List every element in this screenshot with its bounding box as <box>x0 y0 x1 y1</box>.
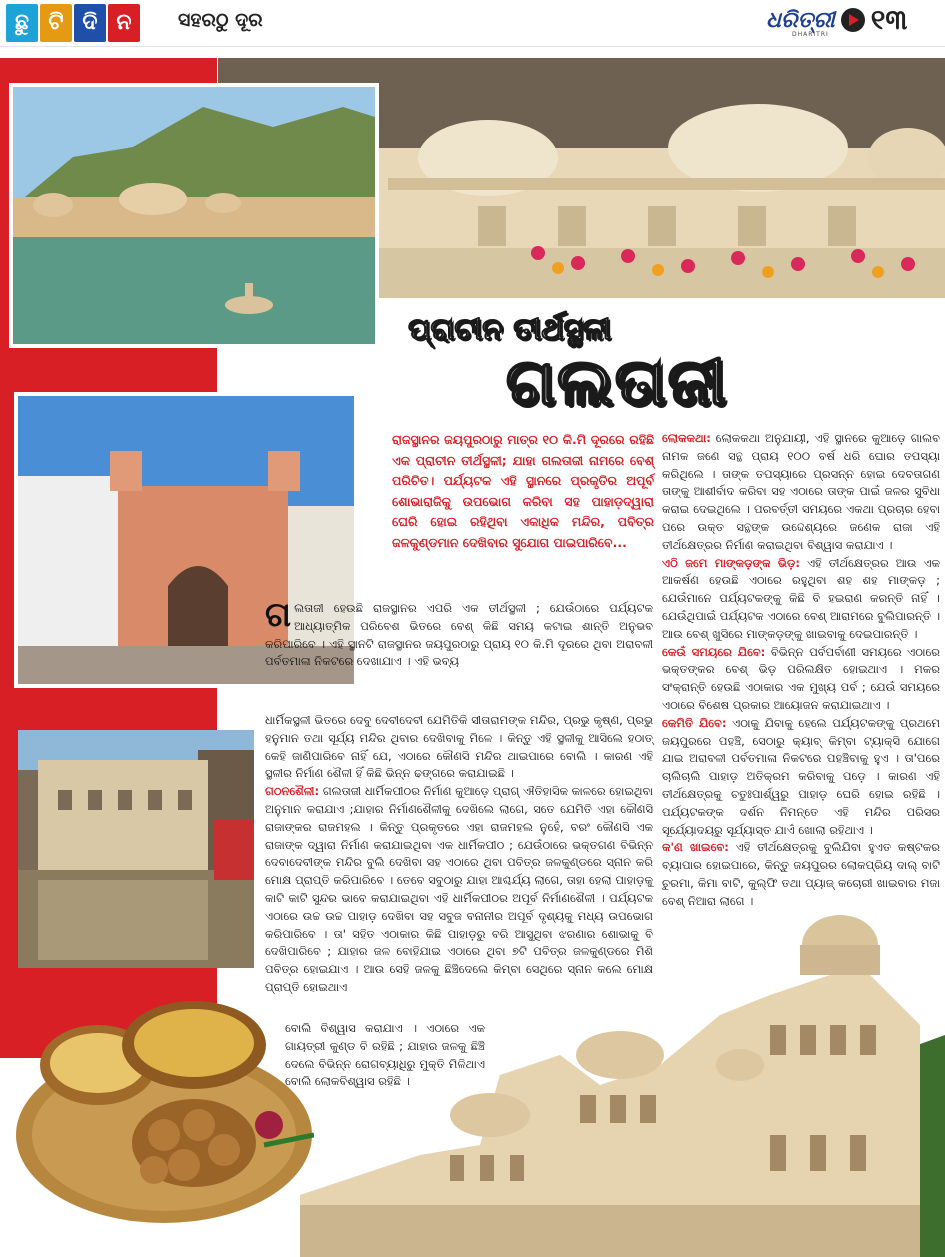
brand-logo: ଧରିତ୍ରୀ <box>766 7 835 33</box>
article-intro: ରାଜସ୍ଥାନର ଜୟପୁରଠାରୁ ମାତ୍ର ୧୦ କି.ମି ଦୂରରେ ରହିଛି ଏକ ପ୍ରାଚୀନ ତୀର୍ଥସ୍ଥଳୀ; ଯାହା ଗଲତାଜୀ ନାମରେ ବେଶ୍ ପରିଚିତ। ପର୍ଯ୍ୟଟକ ଏହି ସ୍ଥାନରେ ପ୍ରକୃତିର ଅପୂର୍ବ ଶୋଭାରାଜିକୁ ଉପଭୋଗ କରିବା ସହ ପାହାଡ଼ଦ୍ୱାରା ଘେରି ହୋଇ ରହିଥିବା ଏକାଧିକ ମନ୍ଦିର, ପବିତ୍ର ଜଳକୁଣ୍ଡମାନ ଦେଖିବାର ସୁଯୋଗ ପାଇପାରିବେ... <box>392 432 654 550</box>
newspaper-brand <box>766 3 907 37</box>
galtaji-temple-photo <box>300 905 945 1257</box>
body-paragraph: ଲତାଜୀ ହେଉଛି ରାଜସ୍ଥାନର ଏପରି ଏକ ତୀର୍ଥସ୍ଥଳୀ ; ଯେଉଁଠାରେ ପର୍ଯ୍ୟଟକ ଆଧ୍ୟାତ୍ମିକ ପରିବେଶ ଭିତରେ ବେଶ୍ କିଛି ସମୟ କଟାଇ ଶାନ୍ତି ଅନୁଭବ କରିପାରିବେ । ଏହି ସ୍ଥାନଟି ରାଜସ୍ଥାନର ଜୟପୁରଠାରୁ ପ୍ରାୟ ୧୦ କି.ମି ଦୂରରେ ଥିବା ଅରାବଳୀ ପର୍ବତମାଳା ନିକଟରେ ଦେଖାଯାଏ । ଏହି ଭବ୍ୟ <box>265 601 653 669</box>
subheading-how: କେମିତି ଯିବେ: <box>662 715 727 730</box>
subheading-folklore: ଲୋକକଥା: <box>662 431 711 445</box>
article-kicker: ପ୍ରାଚୀନ ତୀର୍ଥସ୍ଥଳୀ <box>408 312 611 347</box>
when-paragraph <box>662 644 940 715</box>
body-column-1-top <box>265 595 653 671</box>
subheading-construction: ଗଠନଶୈଳୀ: <box>265 784 320 799</box>
dropcap: ଗ <box>265 595 292 635</box>
water-tank-photo <box>9 83 379 348</box>
masthead-letter: ଛୁ <box>6 4 38 42</box>
subheading-monkeys: ଏଠି ଜମେ ମାଙ୍କଡ଼ଙ୍କ ଭିଡ଼: <box>662 555 800 570</box>
section-title: ସହରଠୁ ଦୂର <box>178 9 263 31</box>
food-paragraph <box>662 839 940 910</box>
masthead-letter: ଟି <box>40 4 72 42</box>
body-paragraph: ବିଭିନ୍ନ ପର୍ବପର୍ବାଣୀ ସମୟରେ ଏଠାରେ ଭକ୍ତଙ୍କର ବେଶ୍ ଭିଡ଼ ପରିଲକ୍ଷିତ ହୋଇଥାଏ । ମକର ସଂକ୍ରାନ୍ତି ହେଉଛି ଏଠାକାର ଏକ ମୁଖ୍ୟ ପର୍ବ ; ଯେଉଁ ସମୟରେ ଏଠାରେ ବିଶେଷ ପ୍ରକାର ଆୟୋଜନ କରାଯାଇଥାଏ । <box>662 644 940 712</box>
body-paragraph: ଏହି ତୀର୍ଥକ୍ଷେତ୍ରର ଆଉ ଏକ ଆକର୍ଷଣ ହେଉଛି ଏଠାରେ ରହୁଥିବା ଶହ ଶହ ମାଙ୍କଡ଼ ; ଯେଉଁମାନେ ପର୍ଯ୍ୟଟକଙ୍କୁ କିଛି ବି ହଇରାଣ କରନ୍ତି ନାହିଁ । ଯେଉଁଥିପାଇଁ ପର୍ଯ୍ୟଟକ ଏଠାରେ ବେଶ୍ ଆରାମରେ ବୁଲିପାରନ୍ତି । ଆଉ ବେଶ୍ ଖୁସିରେ ମାଙ୍କଡ଼ଙ୍କୁ ଖାଇବାକୁ ଦେଇପାରନ୍ତି । <box>662 555 940 641</box>
play-icon <box>841 8 865 32</box>
page-header <box>0 0 945 47</box>
masthead-letter: ନ <box>108 4 140 42</box>
body-paragraph: ଧାର୍ମିକସ୍ଥଳୀ ଭିତରେ ଦେବୁ ଦେବୀଦେବୀ ଯେମିତିକି ସୀତାରାମଙ୍କ ମନ୍ଦିର, ପ୍ରଭୁ କୃଷ୍ଣ, ପ୍ରଭୁ ହନୁମାନ ତଥା ସୂର୍ଯ୍ୟ ମନ୍ଦିର ଥିବାର ଦେଖିବାକୁ ମିଳେ । କିନ୍ତୁ ଏହି ସ୍ଥଳୀକୁ ଆସିଲେ ହଠାତ୍ କେହି ଜାଣିପାରିବେ ନାହିଁ ଯେ, ଏଠାରେ କୌଣସି ମନ୍ଦିର ଥାଇପାରେ ବୋଲି । କାରଣ ଏହି ସ୍ଥଳୀର ନିର୍ମାଣ ଶୈଳୀ ହିଁ କିଛି ଭିନ୍ନ ଢଙ୍ଗରେ କରାଯାଇଛି । <box>265 713 653 781</box>
body-paragraph: ଏହି ତୀର୍ଥକ୍ଷେତ୍ରକୁ ବୁଲିଯିବା ହୁଏତ କଷ୍ଟକର ବ୍ୟାପାର ହୋଇପାରେ, କିନ୍ତୁ ଜୟପୁରର ଲୋକପ୍ରିୟ ଦାଲ୍ ବାଟି ଚୁରମା, କିମା ବାଟି, କୁଲ୍ଫି ତଥା ପ୍ୟାଜ୍ କଚୋରୀ ଖାଇବାର ମଜା ବେଶ୍ ନିଆରା ଲାଗେ । <box>662 840 940 908</box>
body-column-2 <box>662 430 940 911</box>
body-column-1-tail: ବୋଲି ବିଶ୍ୱାସ କରାଯାଏ । ଏଠାରେ ଏକ ଗାୟତ୍ରୀ କୁଣ୍ଡ ବି ରହିଛି ; ଯାହାର ଜଳକୁ ଛିଞ୍ଚି ଦେଲେ ବିଭିନ୍ନ ରୋଗବ୍ୟାଧିରୁ ମୁକ୍ତି ମିଳିଥାଏ ବୋଲି ଲୋକବିଶ୍ୱାସ ରହିଛି । <box>285 1021 485 1089</box>
palace-reflection-photo <box>18 730 254 968</box>
page-number: ୧୩ <box>870 3 908 36</box>
masthead-letter: ଦି <box>74 4 106 42</box>
brand-subtitle: DHARITRI <box>792 31 829 38</box>
article-title: ଗଲତାଜୀ <box>506 346 728 420</box>
subheading-when: କେଉଁ ସମୟରେ ଯିବେ: <box>662 644 766 659</box>
section-masthead <box>6 4 140 42</box>
monkeys-paragraph <box>662 555 940 644</box>
body-paragraph: ଲୋକକଥା ଅନୁଯାୟୀ, ଏହି ସ୍ଥାନରେ କୁଆଡ଼େ ଗାଲବ ନାମକ ଜଣେ ସନ୍ଥ ପ୍ରାୟ ୧୦୦ ବର୍ଷ ଧରି ଘୋର ତପସ୍ୟା କରିଥିଲେ । ତାଙ୍କ ତପସ୍ୟାରେ ପ୍ରସନ୍ନ ହୋଇ ଦେବତାଗଣ ତାଙ୍କୁ ଆଶୀର୍ବାଦ କରିବା ସହ ଏଠାରେ ତାଙ୍କ ପାଇଁ ଜଳର ସୁବିଧା କରାଇ ଦେଇଥିଲେ । ପରବର୍ତ୍ତୀ ସମୟରେ ଏକଥା ପ୍ରଚାର ହେବା ପରେ ଉକ୍ତ ସନ୍ଥଙ୍କ ଉଦ୍ଦେଶ୍ୟରେ ଜଣେକ ରାଜା ଏହି ତୀର୍ଥକ୍ଷେତ୍ରର ନିର୍ମାଣ କରାଇଥିବା ବିଶ୍ୱାସ କରାଯାଏ । <box>662 431 940 552</box>
body-paragraph: ଗଲତାଜୀ ଧାର୍ମିକପୀଠର ନିର୍ମାଣ କୁଆଡ଼େ ପ୍ରାଗ୍ ଐତିହାସିକ କାଳରେ ହୋଇଥିବା ଅନୁମାନ କରାଯାଏ ;ଯାହାର ନିର୍ମାଣଶୈଳୀକୁ ଦେଖିଲେ ଲାଗେ, ସତେ ଯେମିତି ଏହା କୌଣସି ରାଜାଙ୍କର ରାଜମହଲ । କିନ୍ତୁ ପ୍ରକୃତରେ ଏହା ରାଜମହଲ ନୁହେଁ, ବରଂ କୌଣସି ଏକ ରାଜାଙ୍କ ଦ୍ୱାରା ନିର୍ମାଣ କରାଯାଇଥିବା ଏକ ଧାର୍ମିକପୀଠ ; ଯେଉଁଠାରେ ଭକ୍ତଗଣ ବିଭିନ୍ନ ଦେବାଦେବୀଙ୍କ ମନ୍ଦିର ବୁଲି ଦେଖିବା ସହ ଏଠାରେ ଥିବା ପବିତ୍ର ଜଳକୁଣ୍ଡରେ ସ୍ନାନ କରି ମୋକ୍ଷ ପ୍ରାପ୍ତି କରିପାରିବେ । ତେବେ ସବୁଠାରୁ ଯାହା ଆଶ୍ଚର୍ଯ୍ୟ ଲାଗେ, ତାହା ହେଲା ପାହାଡ଼କୁ କାଟି କାଟି ସୁନ୍ଦର ଭାବେ କରାଯାଇଥିବା ଏହି ଧାର୍ମିକପୀଠର ଅପୂର୍ବ ନିର୍ମାଣଶୈଳୀ । ପର୍ଯ୍ୟଟକ ଏଠାରେ ଉଚ୍ଚ ଉଚ୍ଚ ପାହାଡ଼ ଦେଖିବା ସହ ସବୁଜ ବନାନୀର ଅପୂର୍ବ ଦୃଶ୍ୟକୁ ମଧ୍ୟ ଉପଭୋଗ କରିପାରିବେ । ତା' ସହିତ ଏଠାକାର କିଛି ପାହାଡ଼ରୁ ବରି ଆସୁଥିବା ଝରଣାର ଶୋଭାକୁ ବି ଦେଖିପାରିବେ ; ଯାହାର ଜଳ ବୋହିଯାଇ ଏଠାରେ ଥିବା ୭ଟି ପବିତ୍ର ଜଳକୁଣ୍ଡରେ ମିଶି ପବିତ୍ର ହୋଇଯାଏ । ଆଉ ସେହି ଜଳକୁ ଛିଞ୍ଚିଦେଲେ କିମ୍ବା ସେଥିରେ ସ୍ନାନ କଲେ ମୋକ୍ଷ ପ୍ରାପ୍ତି ହୋଇଥାଏ <box>265 784 653 994</box>
dal-bati-food-photo <box>14 985 314 1225</box>
body-paragraph: ଏଠାକୁ ଯିବାକୁ ହେଲେ ପର୍ଯ୍ୟଟକଙ୍କୁ ପ୍ରଥମେ ଜୟପୁରରେ ପହଞ୍ଚି, ସେଠାରୁ କ୍ୟାବ୍ କିମ୍ବା ଟ୍ୟାକ୍ସି ଯୋଗେ ଯାଇ ଅରାବଳୀ ପର୍ବତମାଳା ନିକଟରେ ପହଞ୍ଚିବାକୁ ହୁଏ । ତା'ପରେ ଚାଲିଚାଲି ପାହାଡ଼ ଅତିକ୍ରମ କରିବାକୁ ପଡ଼େ । କାରଣ ଏହି ତୀର୍ଥକ୍ଷେତ୍ରକୁ ଚତୁଃପାର୍ଶ୍ୱରୁ ପାହାଡ଼ ଘେରି ହୋଇ ରହିଛି । ପର୍ଯ୍ୟଟକଙ୍କ ଦର୍ଶନ ନିମନ୍ତେ ଏହି ମନ୍ଦିର ପରିସର ସୂର୍ଯ୍ୟୋଦୟରୁ ସୂର୍ଯ୍ୟାସ୍ତ ଯାଏଁ ଖୋଲା ରହିଥାଏ । <box>662 715 941 837</box>
folklore-paragraph <box>662 430 940 555</box>
how-paragraph <box>662 715 940 840</box>
subheading-food: କ'ଣ ଖାଇବେ: <box>662 840 729 855</box>
